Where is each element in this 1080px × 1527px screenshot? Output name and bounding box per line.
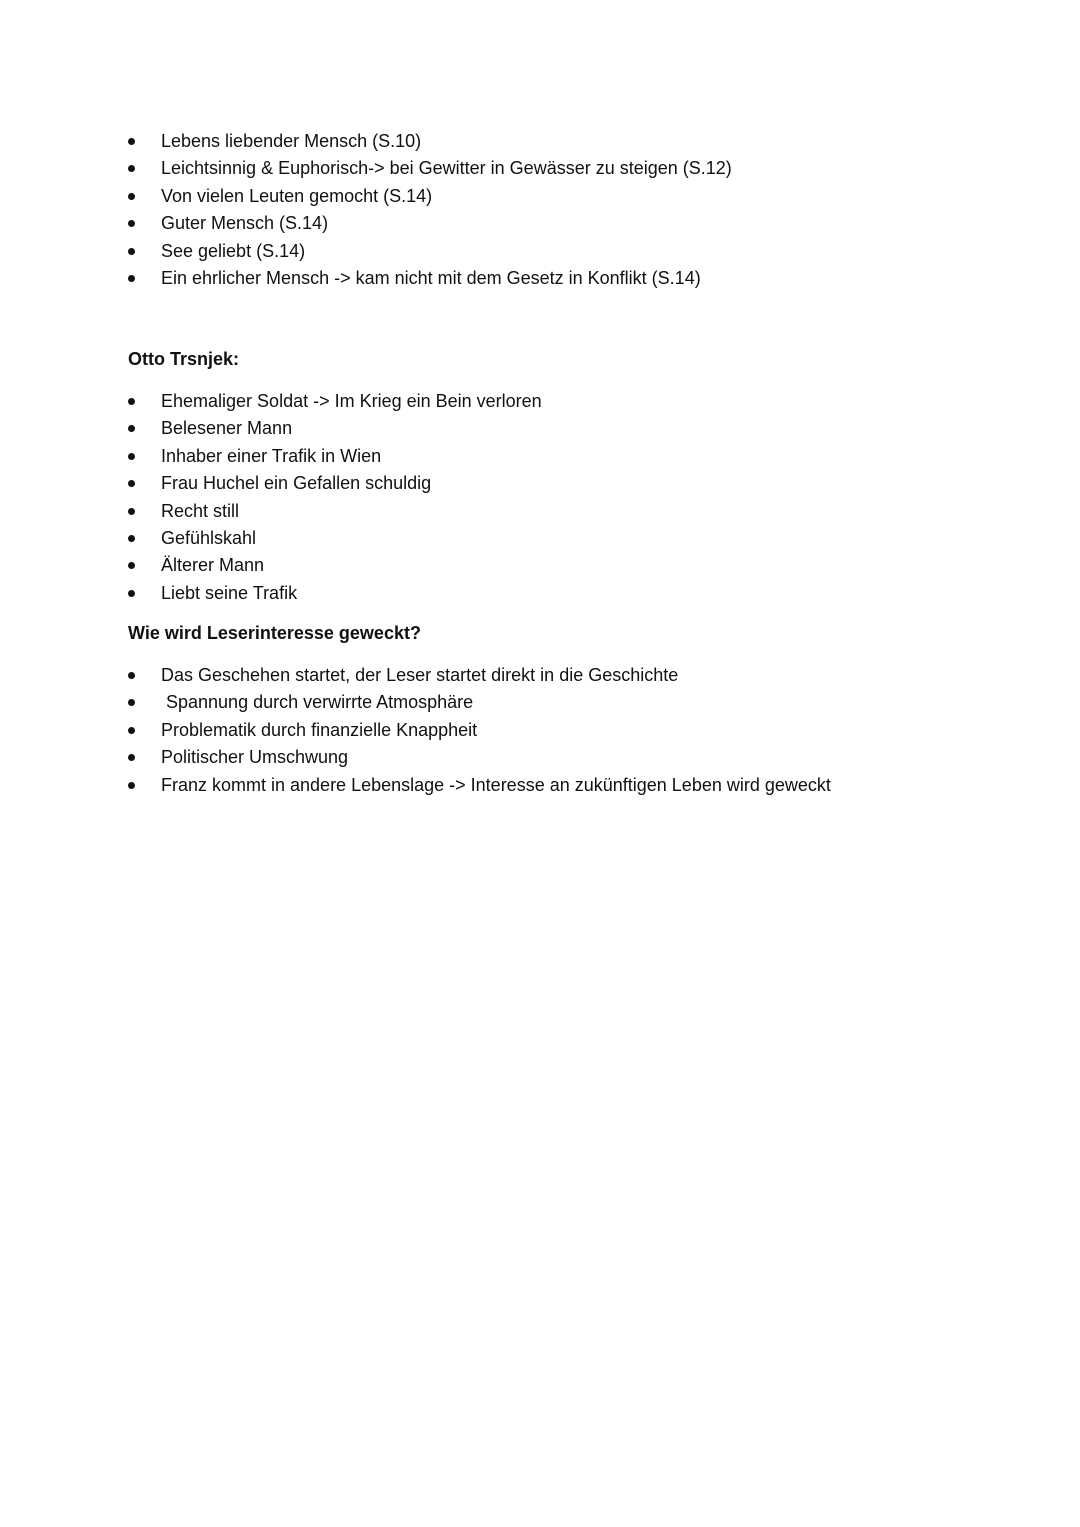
list-item-text: Belesener Mann [161, 418, 293, 439]
list-item-text: Liebt seine Trafik [161, 582, 298, 603]
list-item [128, 470, 542, 497]
bullet-icon [128, 193, 135, 200]
bullet-icon [128, 480, 135, 487]
list-item-text: Politischer Umschwung [161, 747, 349, 768]
bullet-icon [128, 535, 135, 542]
list-item [128, 238, 732, 265]
bullet-icon [128, 672, 135, 679]
list-item [128, 525, 542, 552]
bullet-icon [128, 165, 135, 172]
list-item [128, 265, 732, 292]
list-item-text: Spannung durch verwirrte Atmosphäre [161, 692, 474, 713]
list-item-text: Inhaber einer Trafik in Wien [161, 445, 382, 466]
bullet-icon [128, 138, 135, 145]
list-item-text: Guter Mensch (S.14) [161, 213, 329, 234]
bullet-icon [128, 220, 135, 227]
list-item [128, 498, 542, 525]
list-item-text: Ein ehrlicher Mensch -> kam nicht mit dem Gesetz in Konflikt (S.14) [161, 267, 701, 288]
bullet-icon [128, 562, 135, 569]
list-item [128, 388, 542, 415]
list-item-text: Älterer Mann [161, 555, 265, 576]
list-item-text: See geliebt (S.14) [161, 240, 306, 261]
list-item-text: Ehemaliger Soldat -> Im Krieg ein Bein verloren [161, 391, 542, 411]
list-item [128, 210, 732, 237]
list-item-text: Recht still [161, 500, 240, 521]
list-item [128, 744, 831, 771]
list-item-text: Gefühlskahl [161, 527, 257, 548]
otto-traits-list [128, 388, 542, 607]
bullet-icon [128, 398, 135, 405]
bullet-icon [128, 275, 135, 282]
list-item-text: Das Geschehen startet, der Leser startet direkt in die Geschichte [161, 665, 679, 685]
list-item-text: Franz kommt in andere Lebenslage -> Interesse an zukünftigen Leben wird geweckt [161, 774, 831, 795]
list-item [128, 443, 542, 470]
list-item [128, 772, 831, 799]
bullet-icon [128, 727, 135, 734]
bullet-icon [128, 508, 135, 515]
bullet-icon [128, 590, 135, 597]
list-item [128, 183, 732, 210]
list-item [128, 155, 732, 182]
list-item-text: Lebens liebender Mensch (S.10) [161, 131, 422, 151]
character-traits-list [128, 128, 732, 292]
section-heading-leserinteresse: Wie wird Leserinteresse geweckt? [128, 623, 421, 643]
list-item [128, 128, 732, 155]
list-item [128, 415, 542, 442]
list-item-text: Problematik durch finanzielle Knappheit [161, 719, 478, 740]
bullet-icon [128, 754, 135, 761]
bullet-icon [128, 425, 135, 432]
bullet-icon [128, 782, 135, 789]
bullet-icon [128, 453, 135, 460]
list-item-text: Von vielen Leuten gemocht (S.14) [161, 185, 433, 206]
list-item [128, 552, 542, 579]
list-item-text: Leichtsinnig & Euphorisch-> bei Gewitter in Gewässer zu steigen (S.12) [161, 158, 732, 179]
section-heading-otto: Otto Trsnjek: [128, 349, 240, 369]
list-item-text: Frau Huchel ein Gefallen schuldig [161, 473, 432, 494]
bullet-icon [128, 248, 135, 255]
list-item [128, 717, 831, 744]
leserinteresse-list [128, 662, 831, 799]
bullet-icon [128, 699, 135, 706]
list-item [128, 689, 831, 716]
list-item [128, 662, 831, 689]
list-item [128, 580, 542, 607]
